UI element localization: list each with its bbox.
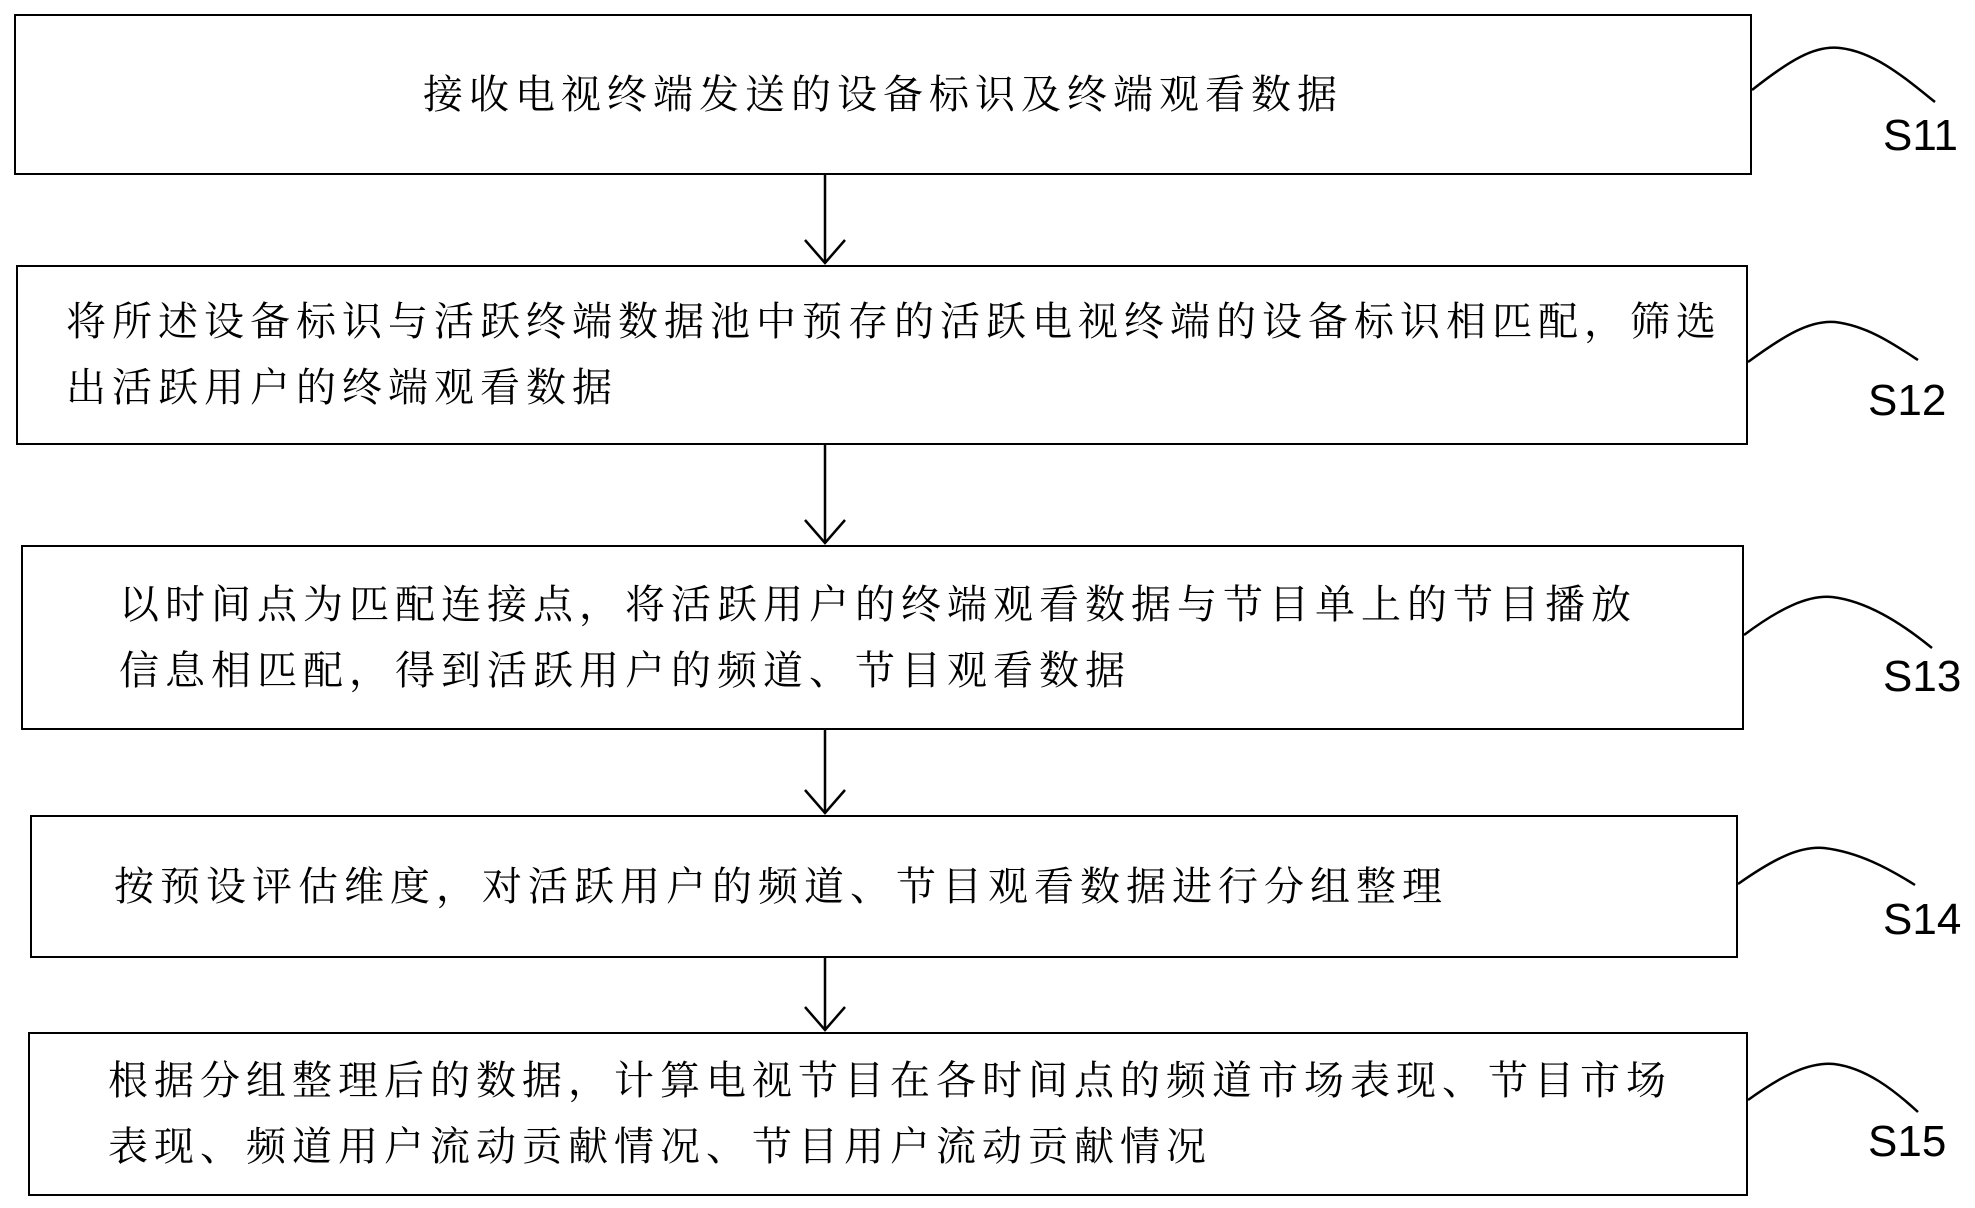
step-box-s11: [14, 14, 1752, 175]
step-box-s12: [16, 265, 1748, 445]
step-label-s13: S13: [1883, 652, 1962, 701]
step-text-s11: 接收电视终端发送的设备标识及终端观看数据: [423, 71, 1343, 118]
arrow-s11-s12: [805, 175, 845, 263]
leader-line-s13: [1744, 597, 1932, 648]
step-label-s14: S14: [1883, 895, 1962, 944]
leader-line-s11: [1752, 48, 1935, 102]
step-text-s15: 根据分组整理后的数据，计算电视节目在各时间点的频道市场表现、节目市场表现、频道用户流动贡献情况、节目用户流动贡献情况: [108, 1058, 1672, 1170]
step-label-s11: S11: [1883, 111, 1959, 160]
leader-line-s12: [1748, 322, 1918, 362]
step-text-s12: 将所述设备标识与活跃终端数据池中预存的活跃电视终端的设备标识相匹配，筛选出活跃用户的终端观看数据: [66, 299, 1722, 411]
leader-line-s14: [1738, 848, 1915, 885]
leader-line-s15: [1748, 1064, 1918, 1112]
step-text-s14: 按预设评估维度，对活跃用户的频道、节目观看数据进行分组整理: [114, 863, 1448, 910]
arrow-s13-s14: [805, 730, 845, 813]
step-box-s13: [21, 545, 1744, 730]
step-box-s14: [30, 815, 1738, 958]
step-label-s12: S12: [1868, 376, 1947, 425]
step-label-s15: S15: [1868, 1117, 1947, 1166]
arrow-s12-s13: [805, 445, 845, 543]
arrow-s14-s15: [805, 958, 845, 1030]
step-box-s15: [28, 1032, 1748, 1196]
step-text-s13: 以时间点为匹配连接点，将活跃用户的终端观看数据与节目单上的节目播放信息相匹配，得到活跃用户的频道、节目观看数据: [119, 581, 1637, 694]
